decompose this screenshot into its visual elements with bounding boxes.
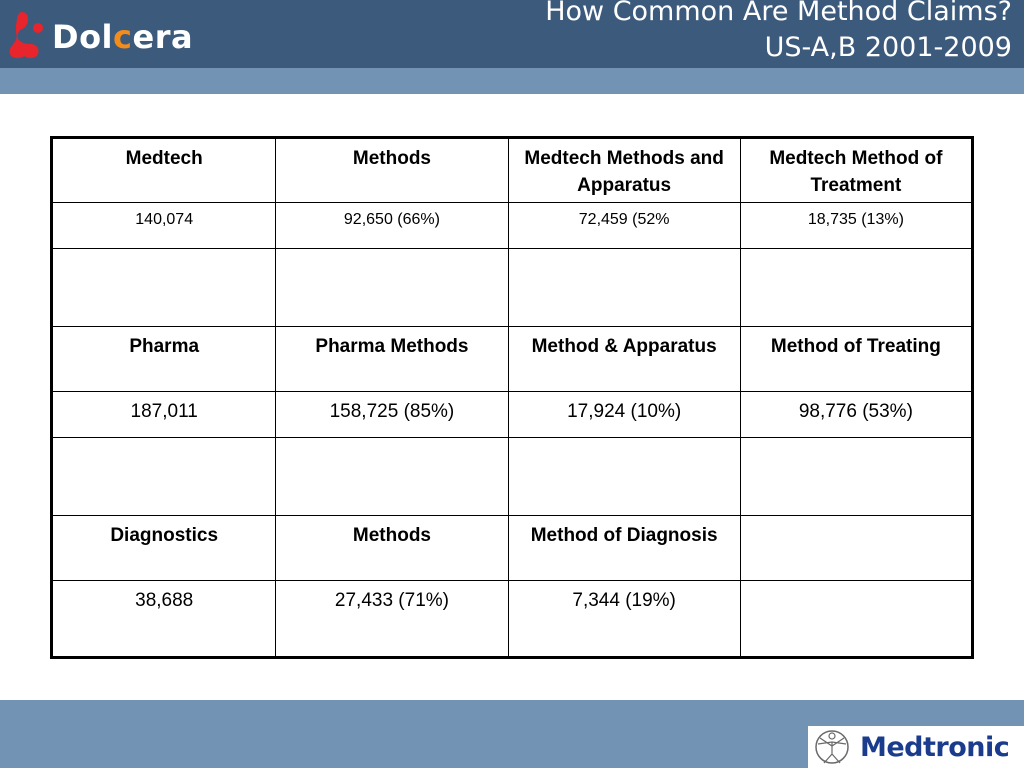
table-row (52, 516, 973, 581)
table-header-cell: Medtech Methods and Apparatus (508, 138, 740, 203)
table-row (52, 581, 973, 658)
slide-title (545, 0, 1012, 66)
medtronic-wordmark: Medtronic (860, 732, 1010, 763)
table-row-empty (52, 438, 973, 516)
table-header-cell (740, 516, 972, 581)
table-cell-empty (276, 438, 508, 516)
table-cell-empty (740, 249, 972, 327)
table-cell: 98,776 (53%) (740, 392, 972, 438)
slide-title-line-1: How Common Are Method Claims? (545, 0, 1012, 27)
header-band (0, 68, 1024, 94)
table-cell: 17,924 (10%) (508, 392, 740, 438)
table-cell: 38,688 (52, 581, 276, 658)
table-cell-empty (740, 438, 972, 516)
table-row-empty (52, 249, 973, 327)
table-cell: 7,344 (19%) (508, 581, 740, 658)
table-cell: 27,433 (71%) (276, 581, 508, 658)
slide-title-line-2: US-A,B 2001-2009 (764, 32, 1012, 63)
dolcera-logo-icon (6, 10, 50, 60)
table-header-cell: Diagnostics (52, 516, 276, 581)
medtronic-figure-icon (810, 728, 854, 766)
dolcera-logo (6, 10, 196, 60)
table-cell (740, 581, 972, 658)
table-cell: 92,650 (66%) (276, 203, 508, 249)
method-claims-table (50, 136, 974, 659)
table-cell: 140,074 (52, 203, 276, 249)
table-header-cell: Method of Treating (740, 327, 972, 392)
table-cell-empty (276, 249, 508, 327)
dolcera-wordmark: Dolcera (52, 18, 194, 56)
table-cell-empty (52, 438, 276, 516)
table-cell-empty (508, 249, 740, 327)
table-header-cell: Method of Diagnosis (508, 516, 740, 581)
table-cell: 187,011 (52, 392, 276, 438)
table-cell-empty (52, 249, 276, 327)
table-header-cell: Medtech (52, 138, 276, 203)
table-row (52, 203, 973, 249)
table-header-cell: Medtech Method of Treatment (740, 138, 972, 203)
header-bar (0, 0, 1024, 68)
table-row (52, 327, 973, 392)
table-row (52, 138, 973, 203)
table-cell: 158,725 (85%) (276, 392, 508, 438)
table-header-cell: Methods (276, 516, 508, 581)
table-cell: 18,735 (13%) (740, 203, 972, 249)
table-header-cell: Methods (276, 138, 508, 203)
table-cell: 72,459 (52% (508, 203, 740, 249)
table-header-cell: Method & Apparatus (508, 327, 740, 392)
table-cell-empty (508, 438, 740, 516)
table-row (52, 392, 973, 438)
table-header-cell: Pharma (52, 327, 276, 392)
medtronic-logo (808, 726, 1024, 768)
table-header-cell: Pharma Methods (276, 327, 508, 392)
